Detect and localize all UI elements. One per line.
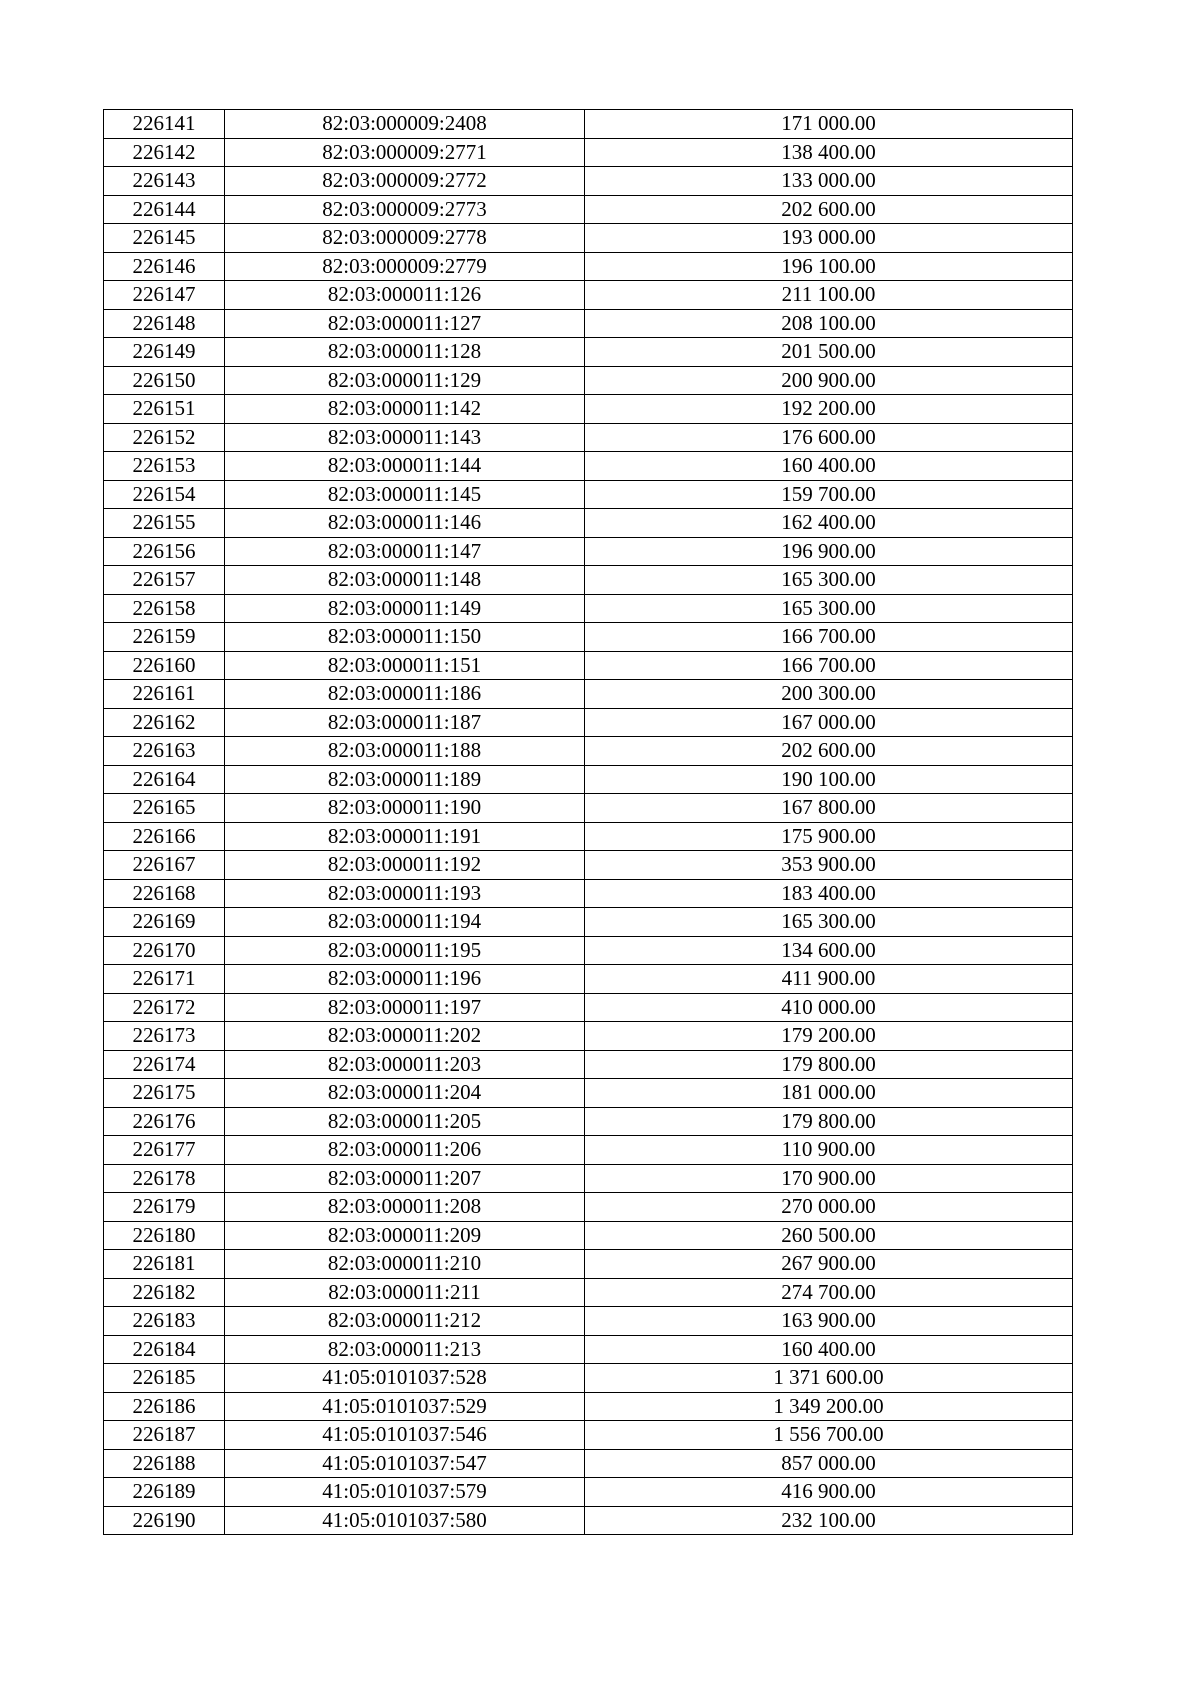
amount-cell: 160 400.00 — [585, 452, 1073, 481]
table-row — [104, 879, 1073, 908]
table-row — [104, 708, 1073, 737]
table-row — [104, 936, 1073, 965]
row-id-cell: 226184 — [104, 1335, 225, 1364]
amount-cell: 170 900.00 — [585, 1164, 1073, 1193]
data-table — [103, 109, 1073, 1535]
cadastral-number-cell: 82:03:000011:205 — [225, 1107, 585, 1136]
table-row — [104, 480, 1073, 509]
row-id-cell: 226173 — [104, 1022, 225, 1051]
cadastral-number-cell: 82:03:000011:192 — [225, 851, 585, 880]
amount-cell: 270 000.00 — [585, 1193, 1073, 1222]
table-row — [104, 1050, 1073, 1079]
table-row — [104, 1079, 1073, 1108]
cadastral-number-cell: 82:03:000009:2773 — [225, 195, 585, 224]
cadastral-number-cell: 82:03:000011:191 — [225, 822, 585, 851]
table-row — [104, 1022, 1073, 1051]
cadastral-number-cell: 82:03:000011:142 — [225, 395, 585, 424]
cadastral-number-cell: 82:03:000011:206 — [225, 1136, 585, 1165]
cadastral-number-cell: 41:05:0101037:580 — [225, 1506, 585, 1535]
row-id-cell: 226162 — [104, 708, 225, 737]
cadastral-number-cell: 82:03:000011:148 — [225, 566, 585, 595]
cadastral-number-cell: 82:03:000011:210 — [225, 1250, 585, 1279]
table-row — [104, 1193, 1073, 1222]
table-row — [104, 509, 1073, 538]
amount-cell: 160 400.00 — [585, 1335, 1073, 1364]
cadastral-number-cell: 41:05:0101037:529 — [225, 1392, 585, 1421]
table-row — [104, 281, 1073, 310]
cadastral-number-cell: 41:05:0101037:547 — [225, 1449, 585, 1478]
table-row — [104, 1250, 1073, 1279]
table-row — [104, 965, 1073, 994]
table-row — [104, 423, 1073, 452]
row-id-cell: 226175 — [104, 1079, 225, 1108]
amount-cell: 267 900.00 — [585, 1250, 1073, 1279]
cadastral-number-cell: 82:03:000011:189 — [225, 765, 585, 794]
amount-cell: 201 500.00 — [585, 338, 1073, 367]
table-row — [104, 1307, 1073, 1336]
row-id-cell: 226171 — [104, 965, 225, 994]
amount-cell: 232 100.00 — [585, 1506, 1073, 1535]
amount-cell: 165 300.00 — [585, 908, 1073, 937]
row-id-cell: 226187 — [104, 1421, 225, 1450]
row-id-cell: 226157 — [104, 566, 225, 595]
table-row — [104, 1392, 1073, 1421]
cadastral-number-cell: 82:03:000011:202 — [225, 1022, 585, 1051]
cadastral-number-cell: 82:03:000011:211 — [225, 1278, 585, 1307]
row-id-cell: 226165 — [104, 794, 225, 823]
table-row — [104, 680, 1073, 709]
cadastral-number-cell: 82:03:000011:213 — [225, 1335, 585, 1364]
table-row — [104, 594, 1073, 623]
amount-cell: 165 300.00 — [585, 594, 1073, 623]
amount-cell: 1 556 700.00 — [585, 1421, 1073, 1450]
row-id-cell: 226155 — [104, 509, 225, 538]
cadastral-number-cell: 82:03:000011:188 — [225, 737, 585, 766]
cadastral-number-cell: 82:03:000009:2408 — [225, 110, 585, 139]
table-row — [104, 195, 1073, 224]
table-row — [104, 1164, 1073, 1193]
table-row — [104, 737, 1073, 766]
table-row — [104, 1364, 1073, 1393]
cadastral-number-cell: 82:03:000011:127 — [225, 309, 585, 338]
table-row — [104, 224, 1073, 253]
amount-cell: 260 500.00 — [585, 1221, 1073, 1250]
amount-cell: 192 200.00 — [585, 395, 1073, 424]
row-id-cell: 226177 — [104, 1136, 225, 1165]
cadastral-number-cell: 82:03:000011:190 — [225, 794, 585, 823]
cadastral-number-cell: 41:05:0101037:546 — [225, 1421, 585, 1450]
amount-cell: 179 200.00 — [585, 1022, 1073, 1051]
row-id-cell: 226180 — [104, 1221, 225, 1250]
cadastral-number-cell: 82:03:000011:195 — [225, 936, 585, 965]
table-row — [104, 309, 1073, 338]
cadastral-number-cell: 82:03:000009:2771 — [225, 138, 585, 167]
table-row — [104, 1478, 1073, 1507]
cadastral-number-cell: 82:03:000011:150 — [225, 623, 585, 652]
cadastral-number-cell: 82:03:000011:145 — [225, 480, 585, 509]
table-row — [104, 110, 1073, 139]
cadastral-number-cell: 82:03:000011:151 — [225, 651, 585, 680]
row-id-cell: 226190 — [104, 1506, 225, 1535]
amount-cell: 166 700.00 — [585, 651, 1073, 680]
row-id-cell: 226178 — [104, 1164, 225, 1193]
cadastral-number-cell: 82:03:000011:204 — [225, 1079, 585, 1108]
row-id-cell: 226186 — [104, 1392, 225, 1421]
table-row — [104, 338, 1073, 367]
table-row — [104, 452, 1073, 481]
amount-cell: 176 600.00 — [585, 423, 1073, 452]
row-id-cell: 226149 — [104, 338, 225, 367]
cadastral-number-cell: 82:03:000011:149 — [225, 594, 585, 623]
cadastral-number-cell: 82:03:000011:144 — [225, 452, 585, 481]
row-id-cell: 226143 — [104, 167, 225, 196]
amount-cell: 165 300.00 — [585, 566, 1073, 595]
amount-cell: 166 700.00 — [585, 623, 1073, 652]
row-id-cell: 226166 — [104, 822, 225, 851]
table-row — [104, 651, 1073, 680]
table-row — [104, 993, 1073, 1022]
amount-cell: 175 900.00 — [585, 822, 1073, 851]
row-id-cell: 226148 — [104, 309, 225, 338]
cadastral-number-cell: 82:03:000011:207 — [225, 1164, 585, 1193]
row-id-cell: 226142 — [104, 138, 225, 167]
cadastral-number-cell: 41:05:0101037:579 — [225, 1478, 585, 1507]
amount-cell: 167 800.00 — [585, 794, 1073, 823]
table-row — [104, 1335, 1073, 1364]
cadastral-number-cell: 82:03:000011:186 — [225, 680, 585, 709]
row-id-cell: 226144 — [104, 195, 225, 224]
row-id-cell: 226158 — [104, 594, 225, 623]
table-row — [104, 366, 1073, 395]
row-id-cell: 226151 — [104, 395, 225, 424]
table-row — [104, 1506, 1073, 1535]
amount-cell: 163 900.00 — [585, 1307, 1073, 1336]
row-id-cell: 226152 — [104, 423, 225, 452]
cadastral-number-cell: 82:03:000011:129 — [225, 366, 585, 395]
amount-cell: 196 900.00 — [585, 537, 1073, 566]
amount-cell: 200 900.00 — [585, 366, 1073, 395]
table-row — [104, 1221, 1073, 1250]
row-id-cell: 226172 — [104, 993, 225, 1022]
row-id-cell: 226150 — [104, 366, 225, 395]
amount-cell: 134 600.00 — [585, 936, 1073, 965]
row-id-cell: 226169 — [104, 908, 225, 937]
row-id-cell: 226185 — [104, 1364, 225, 1393]
amount-cell: 411 900.00 — [585, 965, 1073, 994]
cadastral-number-cell: 41:05:0101037:528 — [225, 1364, 585, 1393]
row-id-cell: 226160 — [104, 651, 225, 680]
amount-cell: 1 349 200.00 — [585, 1392, 1073, 1421]
amount-cell: 110 900.00 — [585, 1136, 1073, 1165]
amount-cell: 190 100.00 — [585, 765, 1073, 794]
cadastral-number-cell: 82:03:000011:146 — [225, 509, 585, 538]
table-row — [104, 765, 1073, 794]
row-id-cell: 226181 — [104, 1250, 225, 1279]
row-id-cell: 226145 — [104, 224, 225, 253]
row-id-cell: 226182 — [104, 1278, 225, 1307]
cadastral-number-cell: 82:03:000009:2779 — [225, 252, 585, 281]
cadastral-number-cell: 82:03:000011:209 — [225, 1221, 585, 1250]
row-id-cell: 226147 — [104, 281, 225, 310]
table-row — [104, 395, 1073, 424]
cadastral-number-cell: 82:03:000011:128 — [225, 338, 585, 367]
table-row — [104, 1278, 1073, 1307]
cadastral-number-cell: 82:03:000011:196 — [225, 965, 585, 994]
amount-cell: 211 100.00 — [585, 281, 1073, 310]
table-row — [104, 1449, 1073, 1478]
amount-cell: 353 900.00 — [585, 851, 1073, 880]
cadastral-number-cell: 82:03:000011:197 — [225, 993, 585, 1022]
amount-cell: 171 000.00 — [585, 110, 1073, 139]
cadastral-number-cell: 82:03:000011:193 — [225, 879, 585, 908]
amount-cell: 183 400.00 — [585, 879, 1073, 908]
row-id-cell: 226168 — [104, 879, 225, 908]
row-id-cell: 226146 — [104, 252, 225, 281]
cadastral-number-cell: 82:03:000009:2772 — [225, 167, 585, 196]
amount-cell: 208 100.00 — [585, 309, 1073, 338]
row-id-cell: 226188 — [104, 1449, 225, 1478]
amount-cell: 196 100.00 — [585, 252, 1073, 281]
table-row — [104, 167, 1073, 196]
row-id-cell: 226183 — [104, 1307, 225, 1336]
row-id-cell: 226161 — [104, 680, 225, 709]
row-id-cell: 226167 — [104, 851, 225, 880]
amount-cell: 133 000.00 — [585, 167, 1073, 196]
table-row — [104, 1421, 1073, 1450]
table-row — [104, 138, 1073, 167]
cadastral-number-cell: 82:03:000009:2778 — [225, 224, 585, 253]
amount-cell: 159 700.00 — [585, 480, 1073, 509]
table-row — [104, 566, 1073, 595]
cadastral-number-cell: 82:03:000011:203 — [225, 1050, 585, 1079]
table-row — [104, 822, 1073, 851]
cadastral-number-cell: 82:03:000011:126 — [225, 281, 585, 310]
cadastral-number-cell: 82:03:000011:187 — [225, 708, 585, 737]
amount-cell: 1 371 600.00 — [585, 1364, 1073, 1393]
amount-cell: 857 000.00 — [585, 1449, 1073, 1478]
cadastral-number-cell: 82:03:000011:143 — [225, 423, 585, 452]
amount-cell: 410 000.00 — [585, 993, 1073, 1022]
table-row — [104, 851, 1073, 880]
row-id-cell: 226154 — [104, 480, 225, 509]
cadastral-number-cell: 82:03:000011:208 — [225, 1193, 585, 1222]
row-id-cell: 226170 — [104, 936, 225, 965]
amount-cell: 200 300.00 — [585, 680, 1073, 709]
amount-cell: 202 600.00 — [585, 195, 1073, 224]
amount-cell: 179 800.00 — [585, 1050, 1073, 1079]
amount-cell: 181 000.00 — [585, 1079, 1073, 1108]
row-id-cell: 226153 — [104, 452, 225, 481]
row-id-cell: 226159 — [104, 623, 225, 652]
amount-cell: 167 000.00 — [585, 708, 1073, 737]
row-id-cell: 226179 — [104, 1193, 225, 1222]
row-id-cell: 226164 — [104, 765, 225, 794]
amount-cell: 179 800.00 — [585, 1107, 1073, 1136]
row-id-cell: 226163 — [104, 737, 225, 766]
amount-cell: 193 000.00 — [585, 224, 1073, 253]
table-row — [104, 537, 1073, 566]
row-id-cell: 226141 — [104, 110, 225, 139]
row-id-cell: 226174 — [104, 1050, 225, 1079]
amount-cell: 162 400.00 — [585, 509, 1073, 538]
amount-cell: 138 400.00 — [585, 138, 1073, 167]
amount-cell: 202 600.00 — [585, 737, 1073, 766]
row-id-cell: 226176 — [104, 1107, 225, 1136]
amount-cell: 274 700.00 — [585, 1278, 1073, 1307]
table-row — [104, 623, 1073, 652]
table-body — [104, 110, 1073, 1535]
row-id-cell: 226189 — [104, 1478, 225, 1507]
cadastral-number-cell: 82:03:000011:194 — [225, 908, 585, 937]
row-id-cell: 226156 — [104, 537, 225, 566]
table-row — [104, 252, 1073, 281]
table-row — [104, 908, 1073, 937]
table-row — [104, 1107, 1073, 1136]
cadastral-number-cell: 82:03:000011:147 — [225, 537, 585, 566]
table-row — [104, 794, 1073, 823]
amount-cell: 416 900.00 — [585, 1478, 1073, 1507]
table-row — [104, 1136, 1073, 1165]
cadastral-number-cell: 82:03:000011:212 — [225, 1307, 585, 1336]
